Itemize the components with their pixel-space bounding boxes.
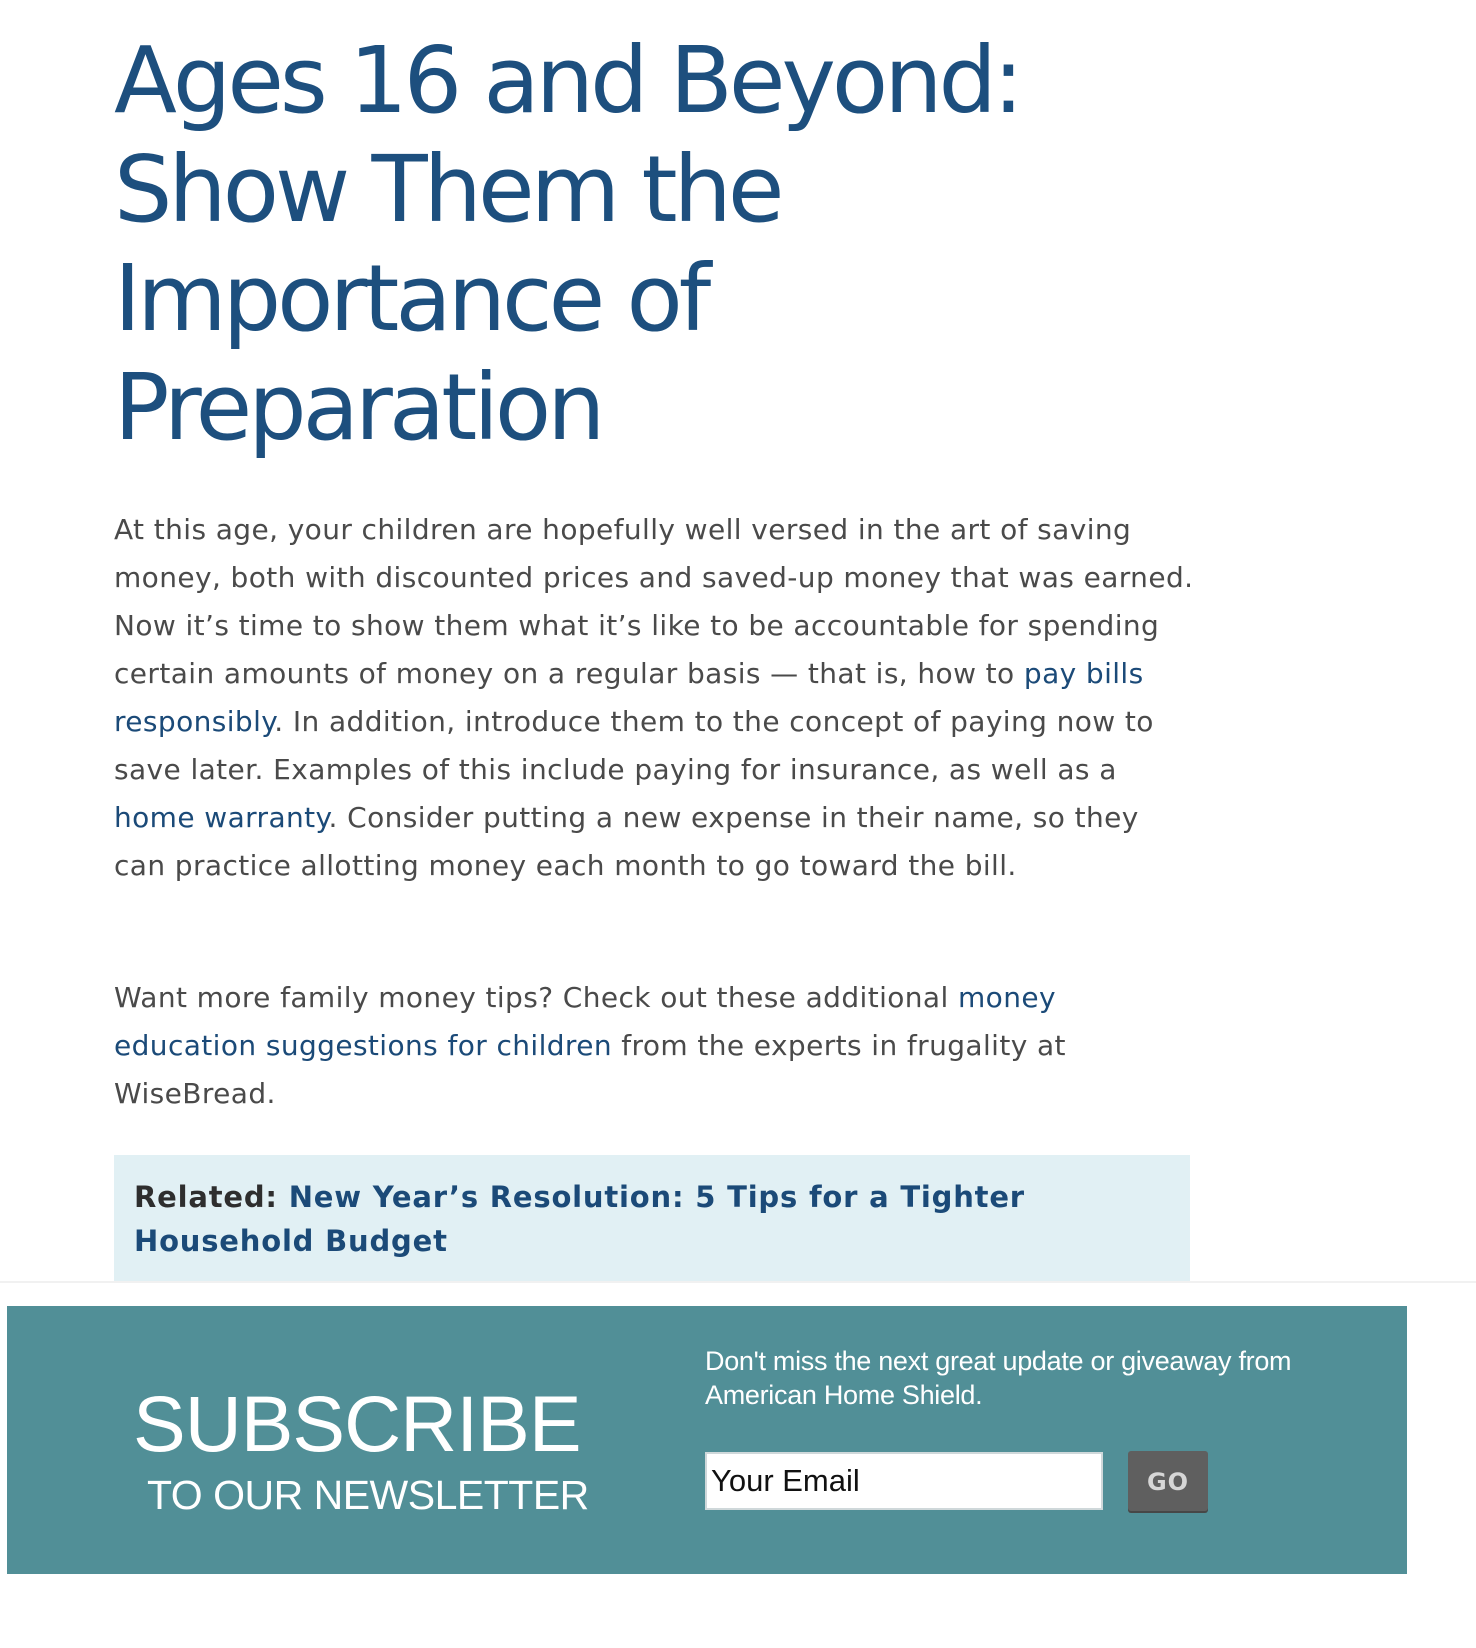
email-field[interactable] — [705, 1452, 1103, 1510]
divider — [0, 1281, 1476, 1283]
subscribe-title: SUBSCRIBE — [133, 1379, 581, 1468]
related-text — [134, 1175, 1170, 1263]
paragraph-text: Want more family money tips? Check out these additional — [114, 981, 958, 1014]
subscribe-blurb: Don't miss the next great update or giveaway from American Home Shield. — [705, 1346, 1292, 1410]
pay-bills-link[interactable]: pay bills responsibly — [114, 657, 1144, 738]
newsletter-subscribe-bar — [7, 1306, 1407, 1574]
article-paragraph-1 — [114, 506, 1194, 890]
article-content — [114, 26, 1194, 1110]
paragraph-text: . Consider putting a new expense in their name, so they can practice allotting money each month to go toward the bill. — [114, 801, 1139, 882]
paragraph-text: . In addition, introduce them to the concept of paying now to save later. Examples of this include paying for insurance, as well as a — [114, 705, 1154, 786]
related-label: Related: — [134, 1180, 289, 1214]
related-article-link[interactable]: New Year’s Resolution: 5 Tips for a Tighter Household Budget — [134, 1180, 1025, 1258]
home-warranty-link[interactable]: home warranty — [114, 801, 329, 834]
page-title: Ages 16 and Beyond: Show Them the Importance of Preparation — [114, 27, 1020, 461]
money-education-link[interactable]: money education suggestions for children — [114, 981, 1056, 1062]
paragraph-text: from the experts in frugality at WiseBread. — [114, 1029, 1066, 1110]
subscribe-subtitle: TO OUR NEWSLETTER — [147, 1472, 589, 1518]
related-article-box — [114, 1155, 1190, 1283]
paragraph-text: At this age, your children are hopefully well versed in the art of saving money, both with discounted prices and saved-up money that was earned. Now it’s time to show them what it’s like to be accountable for spending certain amounts of money on a regular basis — that is, how to — [114, 513, 1194, 690]
go-button[interactable]: GO — [1128, 1451, 1208, 1513]
article-paragraph-2 — [114, 974, 1194, 1118]
